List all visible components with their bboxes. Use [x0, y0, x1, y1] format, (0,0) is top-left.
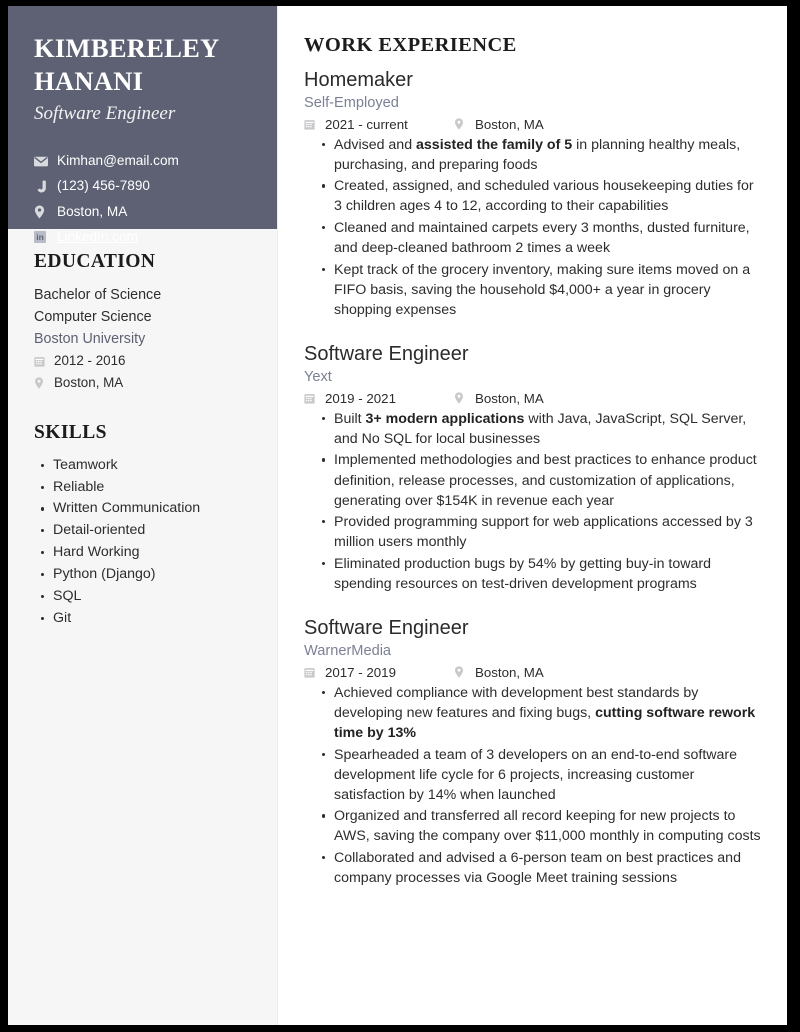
sidebar — [8, 6, 278, 1025]
calendar-icon — [304, 119, 321, 130]
location-pin-icon — [34, 205, 53, 219]
sidebar-body — [8, 229, 277, 1025]
skills-section — [34, 422, 251, 630]
skill-item: Hard Working — [51, 542, 251, 564]
job-bullet: Spearheaded a team of 3 developers on an end-to-end software development life cycle for 6 projects, increasing customer satisfaction by 14% when launched — [334, 745, 765, 805]
contact-value: Kimhan@email.com — [57, 152, 179, 168]
job-bullet: Built 3+ modern applications with Java, JavaScript, SQL Server, and No SQL for local businesses — [334, 409, 765, 449]
contact-value: (123) 456-7890 — [57, 178, 150, 194]
job-list — [304, 67, 765, 888]
job-dates: 2021 - current — [325, 116, 408, 132]
job-meta-row — [304, 665, 765, 680]
education-location: Boston, MA — [54, 374, 124, 390]
job-employer: WarnerMedia — [304, 643, 392, 660]
job-bullet: Organized and transferred all record keeping for new projects to AWS, saving the company over $11,000 monthly in computing costs — [334, 806, 765, 846]
phone-icon — [34, 180, 53, 193]
calendar-icon — [304, 667, 321, 678]
job-location-cell — [454, 665, 544, 680]
education-location-row — [34, 373, 251, 393]
job-bullet: Kept track of the grocery inventory, making sure items moved on a FIFO basis, saving the household $4,000+ a year in grocery shopping expenses — [334, 260, 765, 320]
job-location-cell — [454, 117, 544, 132]
education-school: Boston University — [34, 331, 146, 348]
job-bullet-list — [304, 135, 765, 320]
job-location-cell — [454, 391, 544, 406]
education-dates-row — [34, 351, 251, 371]
skill-item: Teamwork — [51, 455, 251, 477]
main-content — [278, 6, 787, 1025]
job-location: Boston, MA — [475, 390, 544, 406]
job-bullet: Advised and assisted the family of 5 in planning healthy meals, purchasing, and preparing foods — [334, 135, 765, 175]
contact-item — [34, 152, 251, 170]
work-experience-heading: WORK EXPERIENCE — [304, 34, 517, 56]
contact-item — [34, 177, 251, 195]
job-title: Software Engineer — [304, 617, 469, 640]
job-bullet-list — [304, 683, 765, 888]
location-pin-icon — [454, 118, 471, 130]
job-dates-cell — [304, 117, 454, 132]
candidate-name: KIMBERELEY HANANI — [34, 33, 219, 96]
location-pin-icon — [454, 666, 471, 678]
resume-page — [8, 6, 787, 1025]
education-dates: 2012 - 2016 — [54, 353, 126, 369]
job-title: Homemaker — [304, 69, 413, 91]
job-employer: Self-Employed — [304, 95, 399, 111]
skill-item: Reliable — [51, 477, 251, 499]
skills-list — [34, 455, 251, 630]
job-bullet: Achieved compliance with development best standards by developing new features and fixing bugs, cutting software rework time by 13% — [334, 683, 765, 743]
envelope-icon — [34, 156, 53, 167]
job-dates-cell — [304, 665, 454, 680]
job-bullet: Provided programming support for web applications accessed by 3 million users monthly — [334, 512, 765, 552]
linkedin-icon: in — [34, 231, 53, 243]
sidebar-header — [8, 6, 277, 245]
job-employer: Yext — [304, 369, 332, 386]
job-bullet: Cleaned and maintained carpets every 3 months, dusted furniture, and deep-cleaned bathroom 2 times a week — [334, 218, 765, 258]
calendar-icon — [34, 356, 51, 367]
skills-heading: SKILLS — [34, 421, 107, 443]
skill-item: Git — [51, 608, 251, 630]
contact-value: Boston, MA — [57, 203, 128, 219]
education-section — [34, 251, 251, 393]
job-meta-row — [304, 117, 765, 132]
job-bullet: Implemented methodologies and best practices to enhance product definition, release processes, and customization of applications, generating over $154K in revenue each year — [334, 450, 765, 510]
contact-item — [34, 203, 251, 221]
job-bullet-list — [304, 409, 765, 594]
job-entry — [304, 615, 765, 888]
job-location: Boston, MA — [475, 664, 544, 680]
location-pin-icon — [454, 392, 471, 404]
job-dates-cell — [304, 391, 454, 406]
calendar-icon — [304, 393, 321, 404]
job-location: Boston, MA — [475, 116, 544, 132]
skill-item: Python (Django) — [51, 564, 251, 586]
job-bullet: Created, assigned, and scheduled various housekeeping duties for 3 children ages 4 to 12, according to their capabilities — [334, 176, 765, 216]
job-bullet: Collaborated and advised a 6-person team on best practices and company processes via Google Meet training sessions — [334, 848, 765, 888]
job-entry — [304, 341, 765, 594]
education-field: Computer Science — [34, 309, 152, 326]
job-bullet: Eliminated production bugs by 54% by getting buy-in toward spending resources on test-driven development programs — [334, 554, 765, 594]
job-entry — [304, 67, 765, 320]
job-meta-row — [304, 391, 765, 406]
education-degree: Bachelor of Science — [34, 287, 162, 303]
skill-item: Written Communication — [51, 498, 251, 520]
candidate-role: Software Engineer — [34, 103, 176, 125]
job-dates: 2019 - 2021 — [325, 390, 396, 406]
skill-item: SQL — [51, 586, 251, 608]
job-title: Software Engineer — [304, 343, 469, 366]
contact-value[interactable]: LinkedIn.com — [57, 229, 138, 245]
education-heading: EDUCATION — [34, 251, 156, 272]
location-pin-icon — [34, 377, 51, 389]
skill-item: Detail-oriented — [51, 520, 251, 542]
job-dates: 2017 - 2019 — [325, 664, 396, 680]
